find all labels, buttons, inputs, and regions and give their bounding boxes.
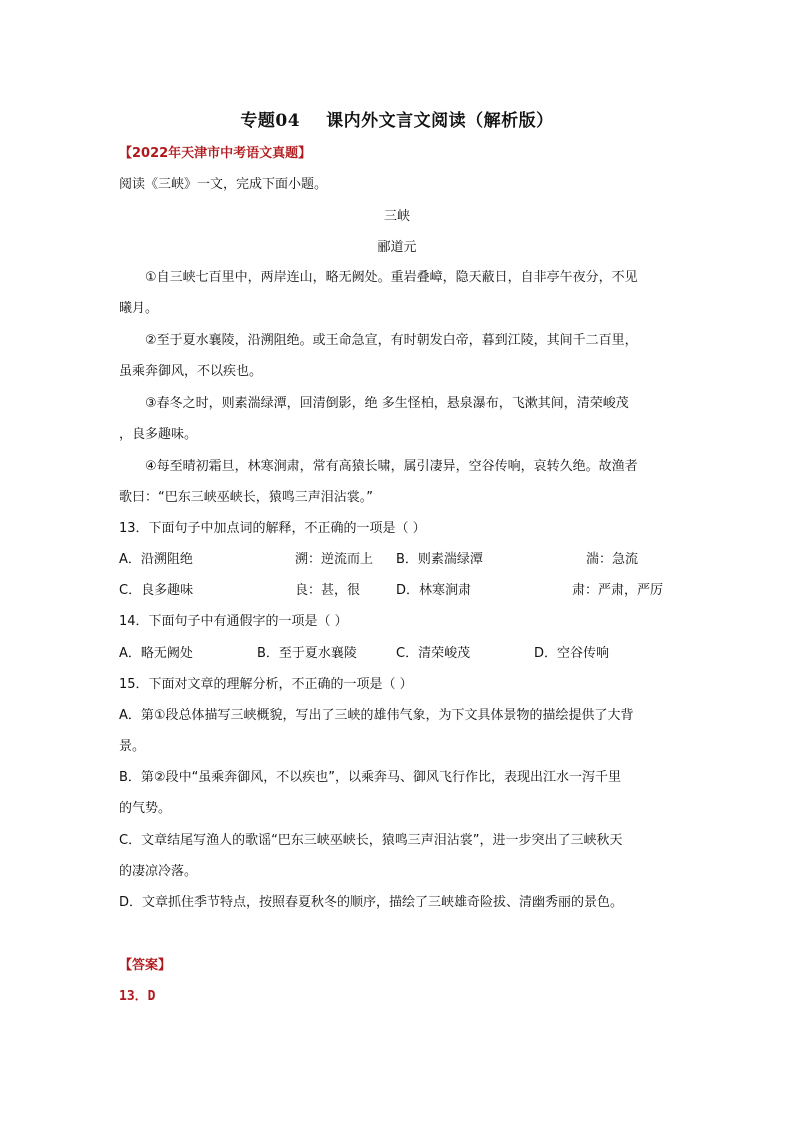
question-14-option-b: B．至于夏水襄陵 bbox=[257, 646, 357, 661]
question-15-option-c-line-2: 的凄凉冷落。 bbox=[119, 864, 198, 879]
question-13-option-c: C．良多趣味 bbox=[119, 583, 194, 598]
article-title: 三峡 bbox=[383, 209, 410, 224]
question-13-option-b: B．则素湍绿潭 bbox=[396, 552, 483, 567]
question-14-option-c: C．清荣峻茂 bbox=[396, 646, 471, 661]
page-title bbox=[0, 106, 794, 131]
question-13-stem: 13．下面句子中加点词的解释，不正确的一项是（ ） bbox=[119, 521, 426, 536]
question-13-option-a: A．沿溯阻绝 bbox=[119, 552, 193, 567]
paragraph-2-line-2: 虽乘奔御风，不以疾也。 bbox=[119, 364, 263, 379]
paragraph-4-line-1: ④每至晴初霜旦，林寒涧肃，常有高猿长啸，属引凄异，空谷传响，哀转久绝。故渔者 bbox=[145, 459, 638, 474]
question-13-option-b-explanation: 湍：急流 bbox=[586, 552, 639, 567]
question-13-option-c-explanation: 良：甚，很 bbox=[295, 583, 361, 598]
paragraph-4-line-2: 歌曰：“巴东三峡巫峡长，猿鸣三声泪沾裳。” bbox=[119, 490, 373, 505]
answer-13: 13．D bbox=[119, 989, 156, 1004]
question-14-option-d: D．空谷传响 bbox=[534, 646, 610, 661]
question-15-option-b-line-2: 的气势。 bbox=[119, 801, 172, 816]
question-14-stem: 14．下面句子中有通假字的一项是（ ） bbox=[119, 614, 348, 629]
question-15-option-a-line-1: A．第①段总体描写三峡概貌，写出了三峡的雄伟气象，为下文具体景物的描绘提供了大背 bbox=[119, 708, 634, 723]
paragraph-1-line-1: ①自三峡七百里中，两岸连山，略无阙处。重岩叠嶂，隐天蔽日，自非亭午夜分，不见 bbox=[145, 270, 638, 285]
question-15-option-d: D．文章抓住季节特点，按照春夏秋冬的顺序，描绘了三峡雄奇险拔、清幽秀丽的景色。 bbox=[119, 895, 624, 910]
question-15-option-b-line-1: B．第②段中“虽乘奔御风，不以疾也”，以乘奔马、御风飞行作比，表现出江水一泻千里 bbox=[119, 770, 622, 785]
article-author: 郦道元 bbox=[377, 240, 417, 255]
answer-label: 【答案】 bbox=[119, 958, 172, 973]
question-14-option-a: A．略无阙处 bbox=[119, 646, 193, 661]
question-15-option-a-line-2: 景。 bbox=[119, 739, 146, 754]
paragraph-3-line-1: ③春冬之时，则素湍绿潭，回清倒影，绝 多生怪柏，悬泉瀑布，飞漱其间，清荣峻茂 bbox=[145, 396, 629, 411]
title-topic-name: 课内外文言文阅读（解析版） bbox=[326, 111, 554, 131]
question-13-option-d-explanation: 肃：严肃，严厉 bbox=[572, 583, 664, 598]
question-13-option-a-explanation: 溯：逆流而上 bbox=[295, 552, 374, 567]
paragraph-3-line-2: ，良多趣味。 bbox=[119, 427, 198, 442]
title-topic-number: 专题04 bbox=[240, 111, 301, 131]
question-15-option-c-line-1: C．文章结尾写渔人的歌谣“巴东三峡巫峡长，猿鸣三声泪沾裳”，进一步突出了三峡秋天 bbox=[119, 833, 623, 848]
paragraph-1-line-2: 曦月。 bbox=[119, 301, 159, 316]
intro-text: 阅读《三峡》一文，完成下面小题。 bbox=[119, 177, 328, 192]
question-15-stem: 15．下面对文章的理解分析，不正确的一项是（ ） bbox=[119, 677, 413, 692]
source-tag: 【2022年天津市中考语文真题】 bbox=[119, 146, 312, 161]
question-13-option-d: D．林寒涧肃 bbox=[396, 583, 472, 598]
paragraph-2-line-1: ②至于夏水襄陵，沿溯阻绝。或王命急宣，有时朝发白帝，暮到江陵，其间千二百里， bbox=[145, 333, 638, 348]
